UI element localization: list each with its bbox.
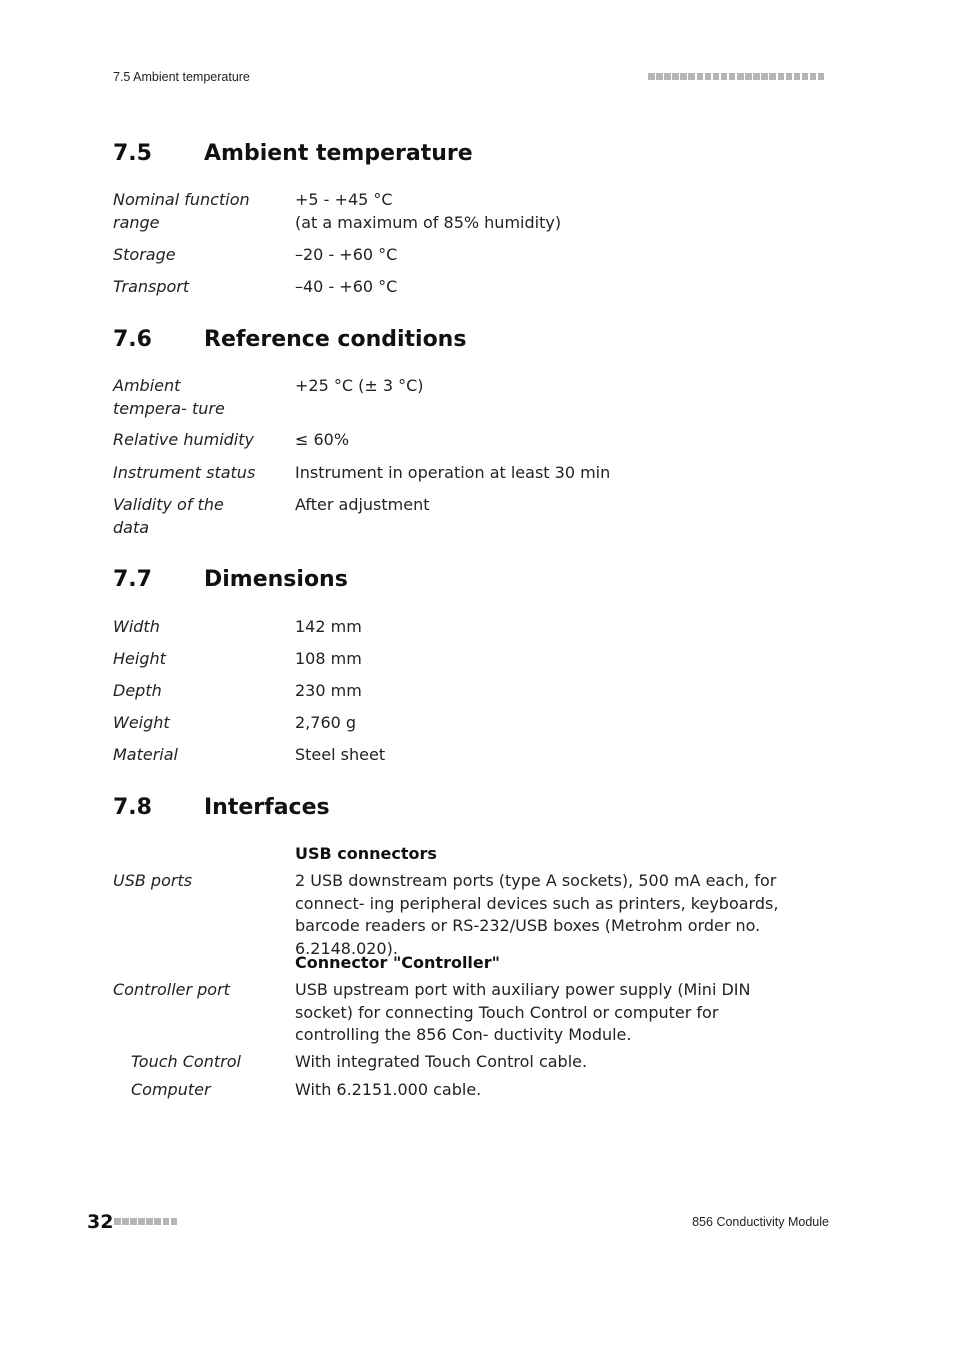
page-number: 32 [87,1211,114,1233]
row-label: USB ports [113,871,193,890]
row-value: +25 °C (± 3 °C) [295,376,424,395]
row-value: Steel sheet [295,745,386,764]
row-value: 142 mm [295,617,362,636]
row-label: Depth [113,681,162,700]
row-value: With integrated Touch Control cable. [295,1052,588,1071]
running-header: 7.5 Ambient temperature [113,70,250,84]
row-label: Instrument status [113,463,256,482]
section-heading-reference [113,327,466,352]
row-value: 230 mm [295,681,362,700]
controller-connector-heading: Connector "Controller" [295,953,500,972]
row-label: Ambient tempera- ture [113,376,225,418]
row-value: 2 USB downstream ports (type A sockets), 500 mA each, for connect- ing peripheral devices such as printers, keyboards, barcode readers or RS-232/USB boxes (Metrohm order no. 6.2148.020). [295,871,779,958]
section-title: Reference conditions [204,327,467,352]
row-value-line: (at a maximum of 85% humidity) [295,212,562,232]
usb-connectors-heading: USB connectors [295,844,437,863]
row-value: 108 mm [295,649,362,668]
row-label: Width [113,617,160,636]
section-title: Ambient temperature [204,141,473,166]
row-label: Transport [113,277,190,296]
row-label: Controller port [113,980,230,999]
section-heading-interfaces [113,795,330,820]
row-label: Storage [113,245,176,264]
row-label: Height [113,649,166,668]
row-label: Material [113,745,178,764]
row-label: Nominal function range [113,190,250,232]
row-value: After adjustment [295,495,430,514]
row-value [295,189,805,234]
row-label: Relative humidity [113,430,254,449]
row-label: Computer [131,1080,211,1099]
section-number: 7.6 [113,327,152,352]
footer-decoration [114,1218,177,1225]
section-heading-dimensions [113,567,348,592]
row-value: USB upstream port with auxiliary power supply (Mini DIN socket) for connecting Touch Control or computer for controlling the 856 Con- ductivity Module. [295,980,751,1044]
footer-product-name: 856 Conductivity Module [692,1215,829,1229]
row-value: 2,760 g [295,713,357,732]
row-value: ≤ 60% [295,430,350,449]
section-heading-ambient [113,141,473,166]
section-title: Dimensions [204,567,348,592]
section-number: 7.5 [113,141,152,166]
section-number: 7.8 [113,795,152,820]
row-label: Weight [113,713,170,732]
row-value-line: +5 - +45 °C [295,190,393,209]
section-number: 7.7 [113,567,152,592]
row-value: –40 - +60 °C [295,277,398,296]
row-label: Validity of the data [113,495,224,537]
row-label: Touch Control [131,1052,241,1071]
section-title: Interfaces [204,795,330,820]
row-value: With 6.2151.000 cable. [295,1080,482,1099]
header-decoration [648,73,824,80]
row-value: Instrument in operation at least 30 min [295,463,611,482]
row-value: –20 - +60 °C [295,245,398,264]
